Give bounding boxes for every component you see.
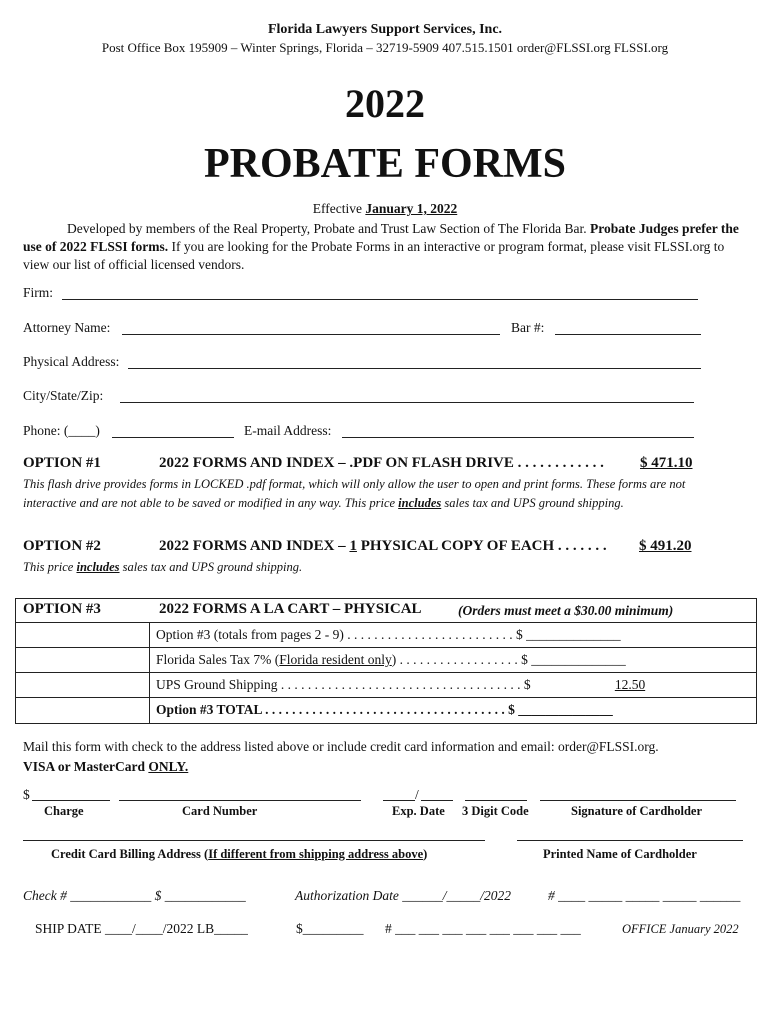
billing-address-field[interactable] xyxy=(23,840,485,841)
phone-label: Phone: (____) xyxy=(23,423,100,438)
email-label: E-mail Address: xyxy=(244,423,332,438)
office-ship-date: SHIP DATE ____/____/2022 LB_____ xyxy=(35,921,248,936)
option3-subtotal-row: Option #3 (totals from pages 2 - 9) . . . . . . . . . . . . . . . . . . . . . . . . . $ ______________ xyxy=(156,627,621,642)
intro-bold-1: Probate Judges xyxy=(590,221,679,236)
option1-title: 2022 FORMS AND INDEX – .PDF ON FLASH DRIVE . . . . . . . . . . . . xyxy=(159,455,604,471)
bar-field[interactable] xyxy=(555,334,701,335)
visa-line xyxy=(23,759,188,775)
email-field[interactable] xyxy=(342,437,694,438)
intro-bold-2: prefer the use of 2022 FLSSI forms. xyxy=(23,221,739,254)
signature-label: Signature of Cardholder xyxy=(571,804,703,818)
option3-shipping-value xyxy=(576,677,684,693)
option1-desc-1: This flash drive provides forms in LOCKED .pdf format, which will only allow the user to open and print forms. These forms are not xyxy=(23,477,686,491)
option1-desc-text: interactive and are not able to be saved or modified in any way. This price xyxy=(23,496,399,510)
attorney-field[interactable] xyxy=(122,334,500,335)
printed-name-field[interactable] xyxy=(517,840,743,841)
address-field[interactable] xyxy=(128,368,701,369)
option2-title-num: 1 xyxy=(349,538,357,554)
option2-title xyxy=(159,538,607,555)
cvv-field[interactable] xyxy=(465,800,527,801)
option3-note: (Orders must meet a $30.00 minimum) xyxy=(458,603,674,618)
option3-title: 2022 FORMS A LA CART – PHYSICAL xyxy=(159,601,422,617)
mail-instructions: Mail this form with check to the address listed above or include credit card information and email: order@FLSSI.org. xyxy=(23,739,659,754)
firm-field[interactable] xyxy=(62,299,698,300)
bar-label: Bar #: xyxy=(511,320,545,335)
city-field[interactable] xyxy=(120,402,694,403)
card-number-label: Card Number xyxy=(182,804,258,818)
title-year: 2022 xyxy=(345,81,425,126)
office-hash-1: # ____ _____ _____ _____ ______ xyxy=(548,888,741,903)
option2-title-a: 2022 FORMS AND INDEX – xyxy=(159,538,350,554)
effective-date-value: January 1, 2022 xyxy=(365,201,458,216)
option1-price: $ 471.10 xyxy=(640,455,693,471)
dollar-sign: $ xyxy=(23,787,30,802)
option1-desc-2 xyxy=(23,496,624,511)
option3-tax-resident: Florida resident only xyxy=(279,652,392,667)
exp-month-field[interactable] xyxy=(383,800,415,801)
cvv-label: 3 Digit Code xyxy=(462,804,529,818)
charge-field[interactable] xyxy=(32,800,110,801)
office-check: Check # ____________ $ ____________ xyxy=(23,888,246,903)
intro-paragraph xyxy=(23,220,745,274)
signature-field[interactable] xyxy=(540,800,736,801)
phone-field[interactable] xyxy=(112,437,234,438)
exp-date-label: Exp. Date xyxy=(392,804,445,818)
intro-text-1: Developed by members of the Real Property, Probate and Trust Law Section of The Florida Bar. xyxy=(67,221,591,236)
option2-desc-c: sales tax and UPS ground shipping. xyxy=(119,560,303,574)
option1-includes: includes xyxy=(398,496,442,510)
exp-slash: / xyxy=(415,787,419,802)
option1-label: OPTION #1 xyxy=(23,455,101,471)
option3-label: OPTION #3 xyxy=(23,601,101,617)
billing-label-a: Credit Card Billing Address ( xyxy=(51,847,209,861)
effective-label: Effective xyxy=(312,201,366,216)
option1-desc-text-2: sales tax and UPS ground shipping. xyxy=(441,496,624,510)
intro-text-2: If you are looking for the Probate Forms in an interactive or program format, please visit FLSSI.org to view our list of official licensed vendors. xyxy=(23,239,725,272)
address-label: Physical Address: xyxy=(23,354,120,369)
card-number-field[interactable] xyxy=(119,800,361,801)
option2-title-b: PHYSICAL COPY OF EACH . . . . . . . xyxy=(356,538,607,554)
printed-name-label: Printed Name of Cardholder xyxy=(543,847,697,861)
billing-label-u: If different from shipping address above xyxy=(208,847,424,861)
city-label: City/State/Zip: xyxy=(23,388,104,403)
shipping-amount: 12.50 xyxy=(614,677,646,692)
option2-desc xyxy=(23,560,302,575)
office-label: OFFICE January 2022 xyxy=(622,922,739,936)
option3-tax-text-b: ) . . . . . . . . . . . . . . . . . . $ ______________ xyxy=(391,652,626,667)
billing-label-b: ) xyxy=(423,847,428,861)
visa-only: ONLY. xyxy=(148,759,189,774)
office-authorization: Authorization Date ______/_____/2022 xyxy=(295,888,511,903)
option3-tax-text: Florida Sales Tax 7% ( xyxy=(156,652,280,667)
option3-shipping-row: UPS Ground Shipping . . . . . . . . . . . . . . . . . . . . . . . . . . . . . . . . . . . . $ xyxy=(156,677,531,692)
exp-year-field[interactable] xyxy=(421,800,453,801)
option2-desc-a: This price xyxy=(23,560,77,574)
option2-includes: includes xyxy=(76,560,120,574)
attorney-label: Attorney Name: xyxy=(23,320,111,335)
charge-label: Charge xyxy=(44,804,84,818)
billing-address-label xyxy=(51,847,427,862)
visa-text: VISA or MasterCard xyxy=(23,759,149,774)
option2-label: OPTION #2 xyxy=(23,538,101,554)
page-title: PROBATE FORMS xyxy=(203,141,567,187)
office-amount: $_________ xyxy=(296,921,364,936)
office-hash-2: # ___ ___ ___ ___ ___ ___ ___ ___ xyxy=(385,921,581,936)
effective-date xyxy=(0,201,770,217)
option3-total-row: Option #3 TOTAL . . . . . . . . . . . . . . . . . . . . . . . . . . . . . . . . . . . . $ ______________ xyxy=(156,702,613,717)
org-address: Post Office Box 195909 – Winter Springs, Florida – 32719-5909 407.515.1501 order@FLSSI.org FLSSI.org xyxy=(101,40,669,55)
option3-tax-row xyxy=(156,652,626,668)
firm-label: Firm: xyxy=(23,285,54,300)
option2-price: $ 491.20 xyxy=(639,538,692,554)
org-name: Florida Lawyers Support Services, Inc. xyxy=(267,22,503,37)
